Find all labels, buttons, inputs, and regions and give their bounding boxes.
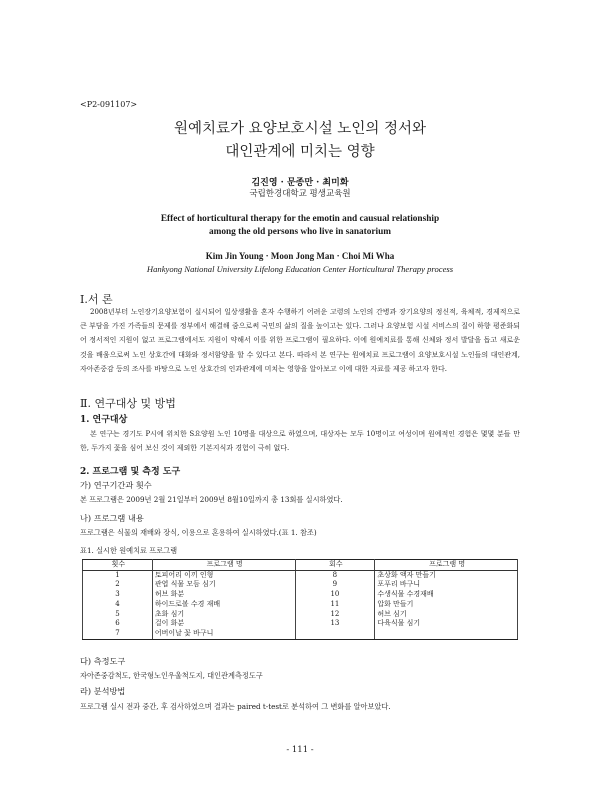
title-english-line1: Effect of horticultural therapy for the emotin and causual relationship — [160, 214, 440, 224]
program-name: 포푸리 바구니 — [375, 580, 518, 590]
session-number: 8 — [295, 570, 375, 580]
session-number: 4 — [83, 600, 153, 610]
title-korean-line1: 원예치료가 요양보호시설 노인의 정서와 — [174, 121, 426, 137]
session-number: 13 — [295, 619, 375, 629]
program-name: 어버이날 꽃 바구니 — [152, 629, 295, 639]
session-number: 2 — [83, 580, 153, 590]
program-name: 초상화 액자 만들기 — [375, 570, 518, 580]
session-number: 12 — [295, 610, 375, 620]
table-header-row — [83, 560, 518, 571]
analysis-text: 프로그램 실시 전과 중간, 후 검사하였으며 결과는 paired t-test로 분석하여 그 변화를 알아보았다. — [80, 702, 391, 711]
title-korean-line2: 대인관계에 미치는 영향 — [225, 144, 375, 160]
affiliation-korean: 국립한경대학교 평생교육원 — [249, 189, 351, 199]
content-text: 프로그램은 식물의 재배와 장식, 이용으로 혼용하여 실시하였다.(표 1. 참조) — [80, 528, 317, 537]
subsection-heading-program: 2. 프로그램 및 측정 도구 — [80, 467, 181, 477]
session-number: 11 — [295, 600, 375, 610]
measurement-text: 자아존중감척도, 한국형노인우울척도지, 대인관계측정도구 — [80, 671, 263, 680]
table-row — [83, 570, 518, 580]
authors-korean: 김진영 · 문종만 · 최미화 — [251, 178, 349, 188]
period-heading: 가) 연구기간과 횟수 — [80, 480, 152, 490]
period-text: 본 프로그램은 2009년 2월 21일부터 2009년 8월10일까지 총 13회를 실시하였다. — [80, 495, 343, 504]
session-number: 7 — [83, 629, 153, 639]
subsection-heading-subjects: 1. 연구대상 — [80, 415, 128, 425]
program-name: 허브 화분 — [152, 590, 295, 600]
program-name: 수생식물 수경재배 — [375, 590, 518, 600]
affiliation-english: Hankyong National University Lifelong Education Center Horticultural Therapy process — [146, 264, 454, 274]
program-name: 걸이 화분 — [152, 619, 295, 629]
measurement-heading: 다) 측정도구 — [80, 656, 126, 666]
paper-code: <P2-091107> — [80, 100, 138, 109]
table-row — [83, 590, 518, 600]
session-number: 5 — [83, 610, 153, 620]
table-caption: 표1. 실시한 원예치료 프로그램 — [80, 546, 178, 555]
session-number: 9 — [295, 580, 375, 590]
header-program-name: 프로그램 명 — [152, 560, 295, 571]
header-program-name: 프로그램 명 — [375, 560, 518, 571]
authors-english: Kim Jin Young · Moon Jong Man · Choi Mi Wha — [205, 251, 395, 261]
program-name: 초화 심기 — [152, 610, 295, 620]
table-row — [83, 619, 518, 629]
introduction-paragraph: 2008년부터 노인장기요양보험이 실시되어 일상생활을 혼자 수행하기 어려운 고령의 노인의 간병과 장기요양의 정신적, 육체적, 경제적으로 큰 부담을 가진 가족들의 문제를 정부에서 해결해 줌으로써 국민의 삶의 질을 높이고는 있다. 그러나 요양보험 시설 서비스의 질이 하향 평준화되어 정서적인 지원이 없고 프로그램에서도 지원이 약해서 이를 위한 프로그램이 필요하다. 이에 원예치료를 통해 신체와 정서 발달을 돕고 새로운 것을 배움으로써 노인 상호간에 대화와 정서함양을 할 수 있다고 본다. 따라서 본 연구는 원예치료 프로그램이 요양보호시설 노인들의 대인관계, 자아존중감 등의 조사를 바탕으로 노인 상호간의 인과관계에 미치는 영향을 알아보고 이에 대한 자료를 제공 하고자 한다. — [80, 308, 520, 373]
table-row — [83, 580, 518, 590]
session-number: 3 — [83, 590, 153, 600]
program-name: 토피어리 이끼 인형 — [152, 570, 295, 580]
title-english-line2: among the old persons who live in sanatorium — [208, 227, 392, 237]
program-name: 다육식물 심기 — [375, 619, 518, 629]
content-heading: 나) 프로그램 내용 — [80, 513, 144, 523]
program-name: 압화 만들기 — [375, 600, 518, 610]
header-session: 횟수 — [83, 560, 153, 571]
section-heading-methods: Ⅱ. 연구대상 및 방법 — [80, 397, 176, 410]
page-number: - 111 - — [286, 745, 314, 755]
session-number — [295, 629, 375, 639]
program-name: 관엽 식물 모듬 심기 — [152, 580, 295, 590]
program-table — [82, 559, 518, 640]
session-number: 6 — [83, 619, 153, 629]
program-name — [375, 629, 518, 639]
analysis-heading: 라) 분석방법 — [80, 686, 126, 696]
table-row — [83, 600, 518, 610]
subjects-paragraph: 본 연구는 경기도 P시에 위치한 S요양원 노인 10명을 대상으로 하였으며, 대상자는 모두 10명이고 여성이며 원예적인 경험은 몇몇 분들 만 한, 두가지 꽃을 심어 보신 것이 제외한 기본지식과 경험이 극히 없다. — [80, 430, 520, 453]
header-session: 회수 — [295, 560, 375, 571]
section-heading-introduction: Ⅰ.서 론 — [80, 293, 113, 306]
program-name: 하이드로볼 수경 재배 — [152, 600, 295, 610]
session-number: 1 — [83, 570, 153, 580]
table-row — [83, 629, 518, 639]
session-number: 10 — [295, 590, 375, 600]
table-row — [83, 610, 518, 620]
program-name: 허브 심기 — [375, 610, 518, 620]
